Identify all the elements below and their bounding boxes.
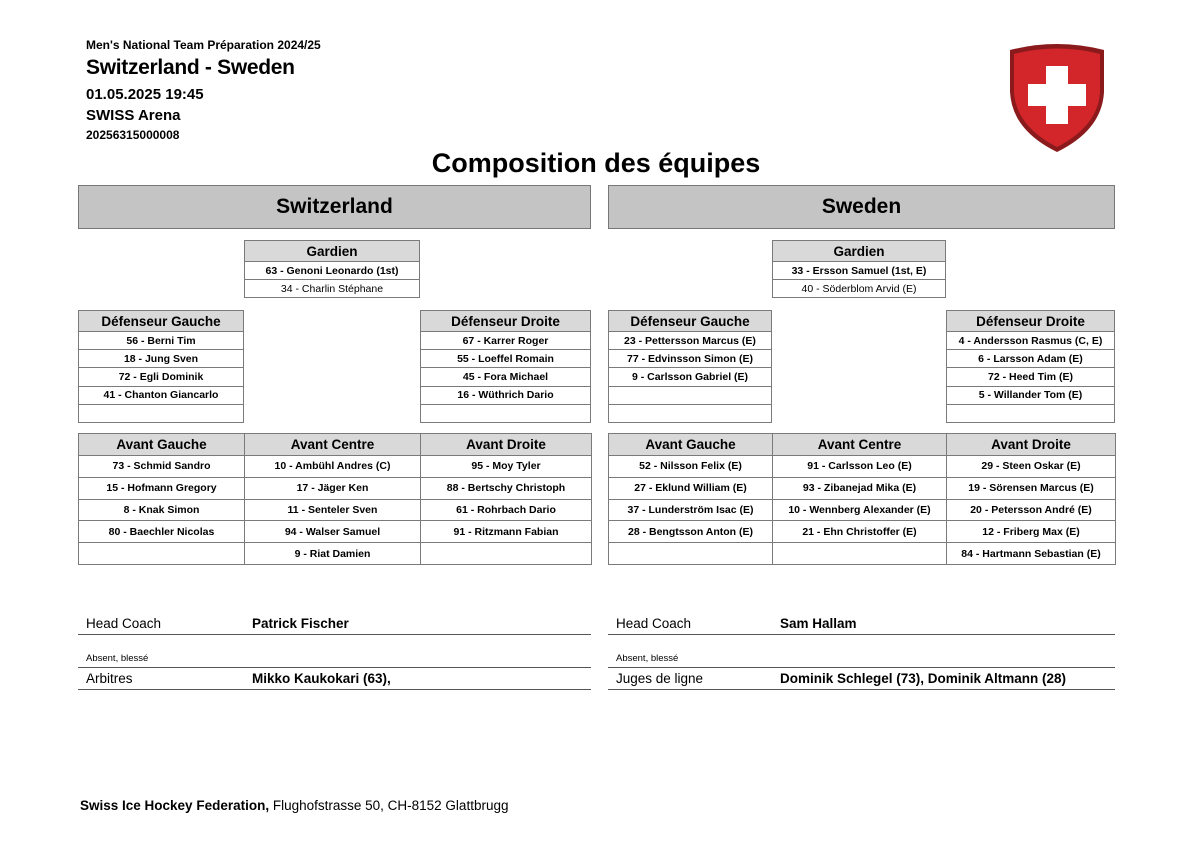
player-cell: 91 - Carlsson Leo (E): [773, 456, 947, 478]
goalies-header: Gardien: [245, 241, 420, 262]
coach-name: Sam Hallam: [780, 616, 857, 631]
goalies-header: Gardien: [773, 241, 946, 262]
player-cell: 12 - Friberg Max (E): [947, 521, 1116, 543]
player-cell: 91 - Ritzmann Fabian: [421, 521, 592, 543]
goalie-cell: 63 - Genoni Leonardo (1st): [245, 262, 420, 280]
home-absent-row: [78, 646, 591, 668]
player-cell: 52 - Nilsson Felix (E): [609, 456, 773, 478]
player-cell: [609, 543, 773, 565]
home-coach-row: [78, 610, 591, 635]
player-cell: 21 - Ehn Christoffer (E): [773, 521, 947, 543]
player-cell: 9 - Carlsson Gabriel (E): [609, 368, 772, 386]
player-cell: 18 - Jung Sven: [79, 350, 244, 368]
footer-address: Flughofstrasse 50, CH-8152 Glattbrugg: [269, 798, 509, 813]
player-cell: 73 - Schmid Sandro: [79, 456, 245, 478]
coach-name: Patrick Fischer: [252, 616, 349, 631]
fwd-right-header: Avant Droite: [947, 434, 1116, 456]
player-cell: 45 - Fora Michael: [421, 368, 591, 386]
player-cell: 80 - Baechler Nicolas: [79, 521, 245, 543]
player-cell: 11 - Senteler Sven: [245, 499, 421, 521]
player-cell: 19 - Sörensen Marcus (E): [947, 477, 1116, 499]
home-team-name: Switzerland: [276, 195, 393, 218]
player-cell: [421, 543, 592, 565]
fwd-left-header: Avant Gauche: [79, 434, 245, 456]
home-def-left-table: [78, 310, 244, 423]
player-cell: 95 - Moy Tyler: [421, 456, 592, 478]
competition-name: Men's National Team Préparation 2024/25: [86, 38, 321, 52]
goalie-cell: 34 - Charlin Stéphane: [245, 280, 420, 298]
home-def-right-table: [420, 310, 591, 423]
fwd-left-header: Avant Gauche: [609, 434, 773, 456]
player-cell: 72 - Egli Dominik: [79, 368, 244, 386]
page-title: Composition des équipes: [431, 148, 761, 178]
player-cell: [421, 404, 591, 422]
away-team-name: Sweden: [821, 195, 902, 218]
player-cell: 55 - Loeffel Romain: [421, 350, 591, 368]
coach-label: Head Coach: [616, 616, 692, 631]
player-cell: [947, 404, 1115, 422]
player-cell: 10 - Wennberg Alexander (E): [773, 499, 947, 521]
game-id: 20256315000008: [86, 128, 180, 142]
player-cell: 15 - Hofmann Gregory: [79, 477, 245, 499]
player-cell: 28 - Bengtsson Anton (E): [609, 521, 773, 543]
player-cell: 20 - Petersson André (E): [947, 499, 1116, 521]
player-cell: 37 - Lunderström Isac (E): [609, 499, 773, 521]
player-cell: [79, 543, 245, 565]
player-cell: 27 - Eklund William (E): [609, 477, 773, 499]
home-goalies-table: [244, 240, 420, 298]
player-cell: 6 - Larsson Adam (E): [947, 350, 1115, 368]
home-forwards-table: [78, 433, 592, 565]
away-forwards-table: [608, 433, 1116, 565]
player-cell: 29 - Steen Oskar (E): [947, 456, 1116, 478]
player-cell: [79, 404, 244, 422]
player-cell: 56 - Berni Tim: [79, 332, 244, 350]
match-datetime: 01.05.2025 19:45: [86, 86, 204, 103]
player-cell: 84 - Hartmann Sebastian (E): [947, 543, 1116, 565]
officials-names: Dominik Schlegel (73), Dominik Altmann (28): [780, 671, 1067, 686]
player-cell: 72 - Heed Tim (E): [947, 368, 1115, 386]
officials-label: Arbitres: [86, 671, 133, 686]
player-cell: 41 - Chanton Giancarlo: [79, 386, 244, 404]
officials-names: Mikko Kaukokari (63),: [252, 671, 391, 686]
away-coach-row: [608, 610, 1115, 635]
player-cell: 16 - Wüthrich Dario: [421, 386, 591, 404]
player-cell: 23 - Pettersson Marcus (E): [609, 332, 772, 350]
player-cell: 61 - Rohrbach Dario: [421, 499, 592, 521]
away-goalies-table: [772, 240, 946, 298]
player-cell: 93 - Zibanejad Mika (E): [773, 477, 947, 499]
fwd-center-header: Avant Centre: [245, 434, 421, 456]
player-cell: 9 - Riat Damien: [245, 543, 421, 565]
footer-org: Swiss Ice Hockey Federation,: [80, 798, 270, 813]
fwd-center-header: Avant Centre: [773, 434, 947, 456]
player-cell: 88 - Bertschy Christoph: [421, 477, 592, 499]
away-team-banner: [608, 185, 1115, 229]
player-cell: [609, 404, 772, 422]
player-cell: 67 - Karrer Roger: [421, 332, 591, 350]
away-def-left-table: [608, 310, 772, 423]
player-cell: 8 - Knak Simon: [79, 499, 245, 521]
player-cell: 4 - Andersson Rasmus (C, E): [947, 332, 1115, 350]
goalie-cell: 40 - Söderblom Arvid (E): [773, 280, 946, 298]
absent-label: Absent, blessé: [616, 653, 679, 664]
home-officials-row: [78, 668, 591, 690]
def-left-header: Défenseur Gauche: [79, 311, 244, 332]
player-cell: 94 - Walser Samuel: [245, 521, 421, 543]
absent-label: Absent, blessé: [86, 653, 149, 664]
away-officials-row: [608, 668, 1115, 690]
player-cell: 17 - Jäger Ken: [245, 477, 421, 499]
player-cell: [773, 543, 947, 565]
fwd-right-header: Avant Droite: [421, 434, 592, 456]
footer: [80, 798, 508, 813]
officials-label: Juges de ligne: [616, 671, 704, 686]
player-cell: 5 - Willander Tom (E): [947, 386, 1115, 404]
venue: SWISS Arena: [86, 107, 181, 124]
coach-label: Head Coach: [86, 616, 162, 631]
goalie-cell: 33 - Ersson Samuel (1st, E): [773, 262, 946, 280]
away-absent-row: [608, 646, 1115, 668]
home-team-banner: [78, 185, 591, 229]
match-title: Switzerland - Sweden: [86, 56, 295, 79]
player-cell: 77 - Edvinsson Simon (E): [609, 350, 772, 368]
def-right-header: Défenseur Droite: [421, 311, 591, 332]
def-left-header: Défenseur Gauche: [609, 311, 772, 332]
def-right-header: Défenseur Droite: [947, 311, 1115, 332]
player-cell: 10 - Ambühl Andres (C): [245, 456, 421, 478]
away-def-right-table: [946, 310, 1115, 423]
player-cell: [609, 386, 772, 404]
swiss-cross-shield-icon: [1006, 42, 1108, 154]
